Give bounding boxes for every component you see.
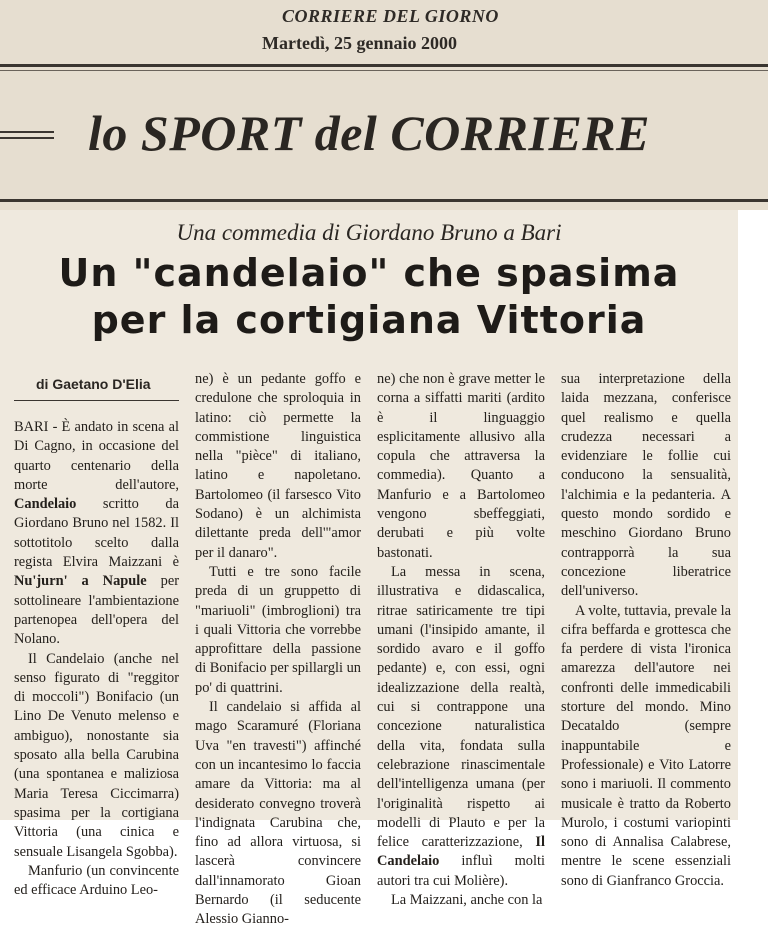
paragraph: Manfurio (un convincente ed efficace Arduino Leo- — [14, 862, 179, 899]
article-kicker: Una commedia di Giordano Bruno a Bari — [176, 220, 562, 245]
paragraph: Il candelaio si affida al mago Scaramuré (Floriana Uva "en travesti") affinché con un incantesimo lo faccia amare da Vittoria: ma al desiderato convegno troverà l'indignata Carubina che, fino ad allora virtuosa, si lascerà convincere dall'innamorato Gioan Bernardo (il seducente Alessio Gianno- — [195, 699, 361, 928]
article-column-4 — [561, 370, 731, 891]
section-rule — [0, 137, 54, 139]
play-subtitle: Nu'jurn' a Napule — [14, 573, 147, 590]
masthead-rule — [0, 64, 768, 67]
newspaper-name: CORRIERE DEL GIORNO — [282, 6, 499, 26]
paragraph: Il Candelaio (anche nel senso figurato di "reggitor di moccoli") Bonifacio (un Lino De Venuto melenso e ambiguo), nonostante sia sposato alla bella Carubina (una spontanea e maliziosa Maria Teresa Ciccimarra) spasima per la cortigiana Vittoria (una cinica e sensuale Lisangela Sgobba). — [14, 650, 179, 860]
paragraph: Tutti e tre sono facile preda di un gruppetto di "mariuoli" (imbroglioni) tra i quali Vittoria che vorrebbe approfittare della passione di Bonifacio per spillargli un po' di quattrini. — [195, 563, 361, 696]
paragraph: La Maizzani, anche con la — [391, 892, 543, 909]
article-headline — [0, 250, 738, 344]
headline-line: Un "candelaio" che spasima — [58, 251, 680, 295]
byline-rule — [14, 400, 179, 401]
masthead-rule-thin — [0, 70, 768, 71]
article-column-2 — [195, 370, 361, 930]
paragraph: A volte, tuttavia, prevale la cifra beffarda e grottesca che fa perdere di vista l'ironica amarezza dell'autore nei confronti delle immedicabili storture del mondo. Mino Decataldo (sempre inappuntabile e Professionale) e Vito Latorre sono i mariuoli. Il commento musicale è tratto da Roberto Murolo, i costumi variopinti sono di Annalisa Calabrese, mentre le scene essenziali sono di Gianfranco Groccia. — [561, 602, 731, 889]
byline: di Gaetano D'Elia — [36, 376, 151, 392]
section-title: lo SPORT del CORRIERE — [88, 105, 650, 161]
article-column-1 — [14, 418, 179, 900]
issue-date: Martedì, 25 gennaio 2000 — [262, 33, 457, 53]
section-rule — [0, 131, 54, 133]
play-title: Candelaio — [14, 496, 77, 513]
headline-line: per la cortigiana Vittoria — [91, 298, 647, 342]
paragraph: BARI - È andato in scena al Di Cagno, in occasione del quarto centenario della morte dell'autore, Candelaio scritto da Giordano Bruno nel 1582. Il sottotitolo scelto dalla regista Elvira Maizzani è Nu'jurn' a Napule per sottolineare l'ambientazione partenopea dell'opera del Nolano. — [14, 419, 179, 648]
paragraph: ne) che non è grave metter le corna a siffatti mariti (ardito è il linguaggio esplicitamente allusivo alla copula che attraversa la commedia). Quanto a Manfurio e a Bartolomeo vengono sbeffeggiati, derubati e più volte bastonati. — [377, 371, 545, 561]
paragraph: sua interpretazione della laida mezzana, conferisce quel realismo e quella crudezza necessari a evidenziare le follie cui conducono la sensualità, l'alchimia e la pedanteria. A questo mondo sordido e meschino Giordano Bruno contrapporrà la sua concezione liberatrice dell'universo. — [561, 371, 731, 600]
paragraph: ne) è un pedante goffo e credulone che sproloquia in latino: ciò permette la commistione linguistica nella "pièce" di italiano, latino e napoletano. Bartolomeo (il farsesco Vito Sodano) è un alchimista dilettante preda dell'"amor per il danaro". — [195, 371, 361, 561]
article-column-3 — [377, 370, 545, 910]
section-bottom-rule — [0, 199, 768, 202]
play-title: Il Candelaio — [377, 834, 545, 870]
paragraph: La messa in scena, illustrativa e didascalica, ritrae satiricamente tre tipi umani (l'insipido amante, il sordido avaro e il goffo pedante) e, con essi, ogni idealizzazione della realtà, cui si contrappone una concezione naturalistica della vita, fondata sulla celebrazione rinascimentale dell'intelligenza umana (per l'originalità rispetto ai modelli di Plauto e per la felice caratterizzazione, Il Candelaio influì molti autori tra cui Molière). — [377, 563, 545, 889]
